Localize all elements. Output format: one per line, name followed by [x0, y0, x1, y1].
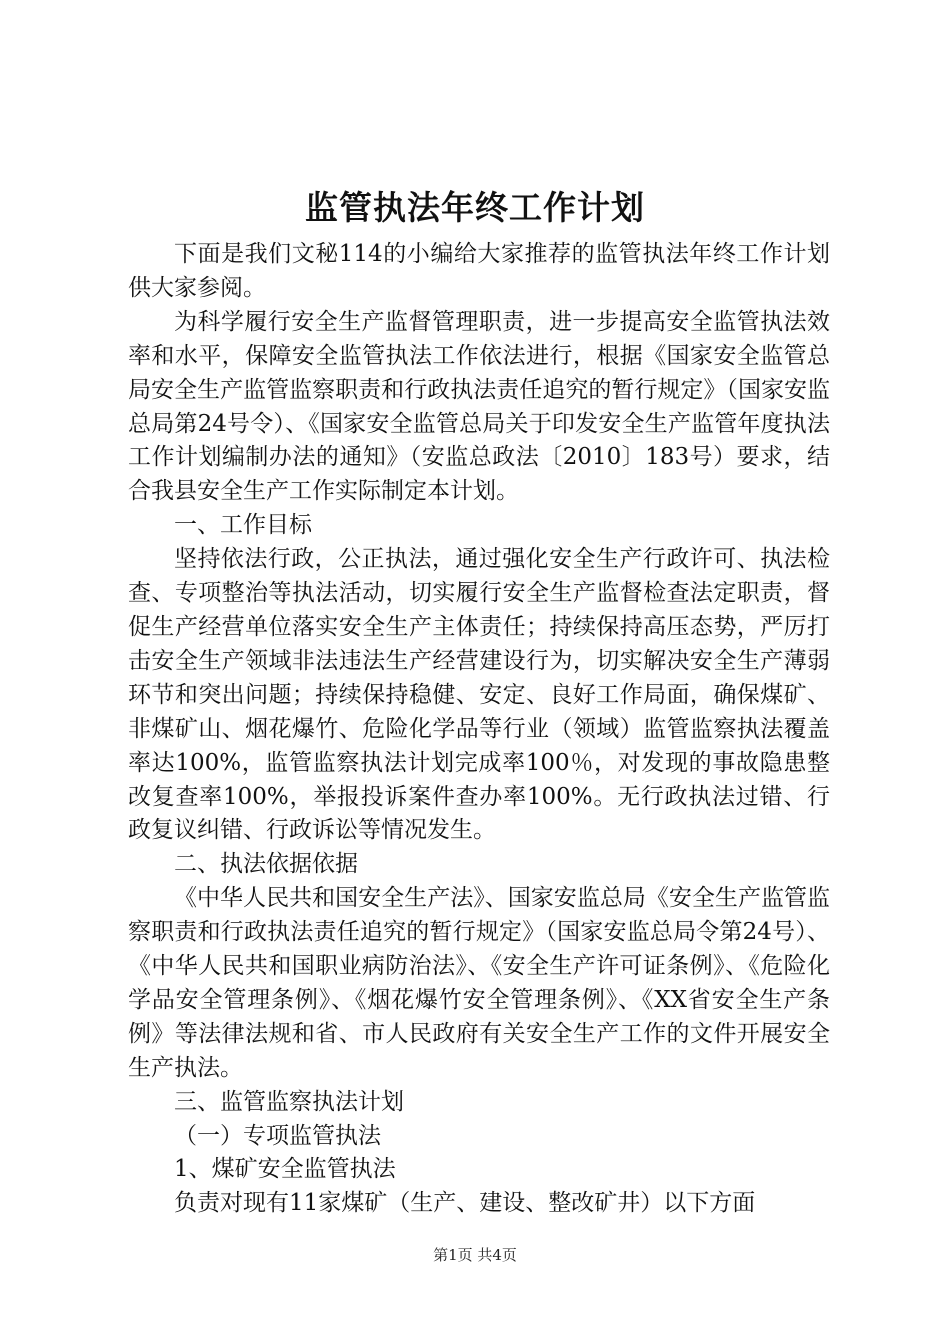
- paragraph-work-goals: 坚持依法行政，公正执法，通过强化安全生产行政许可、执法检查、专项整治等执法活动，切实履行安全生产监督检查法定职责，督促生产经营单位落实安全生产主体责任；持续保持高压态势，严厉打击安全生产领域非法违法生产经营建设行为，切实解决安全生产薄弱环节和突出问题；持续保持稳健、安定、良好工作局面，确保煤矿、非煤矿山、烟花爆竹、危险化学品等行业（领域）监管监察执法覆盖率达100%，监管监察执法计划完成率100％，对发现的事故隐患整改复查率100%，举报投诉案件查办率100%。无行政执法过错、行政复议纠错、行政诉讼等情况发生。: [128, 546, 830, 844]
- document-title: 监管执法年终工作计划: [305, 188, 645, 227]
- subheading-special-enforcement: （一）专项监管执法: [174, 1122, 381, 1149]
- heading-work-goals: 一、工作目标: [174, 512, 312, 539]
- document-body: [128, 238, 830, 1221]
- paragraph-purpose: 为科学履行安全生产监督管理职责，进一步提高安全监管执法效率和水平，保障安全监管执法工作依法进行，根据《国家安全监管总局安全生产监管监察职责和行政执法责任追究的暂行规定》（国家安监总局第24号令）、《国家安全监管总局关于印发安全生产监管年度执法工作计划编制办法的通知》（安监总政法〔2010〕183号）要求，结合我县安全生产工作实际制定本计划。: [128, 308, 830, 505]
- heading-enforcement-plan: 三、监管监察执法计划: [174, 1088, 404, 1115]
- paragraph-legal-basis: 《中华人民共和国安全生产法》、国家安监总局《安全生产监管监察职责和行政执法责任追究的暂行规定》（国家安监总局令第24号）、《中华人民共和国职业病防治法》、《安全生产许可证条例》、《危险化学品安全管理条例》、《烟花爆竹安全管理条例》、《XX省安全生产条例》等法律法规和省、市人民政府有关安全生产工作的文件开展安全生产执法。: [128, 885, 830, 1081]
- heading-legal-basis: 二、执法依据依据: [174, 851, 358, 878]
- page-footer: 第1页 共4页: [433, 1246, 517, 1264]
- subheading-coal-mine: 1、煤矿安全监管执法: [174, 1156, 396, 1183]
- paragraph-intro: 下面是我们文秘114的小编给大家推荐的监管执法年终工作计划供大家参阅。: [128, 241, 830, 301]
- paragraph-coal-mine: 负责对现有11家煤矿（生产、建设、整改矿井）以下方面: [174, 1190, 756, 1217]
